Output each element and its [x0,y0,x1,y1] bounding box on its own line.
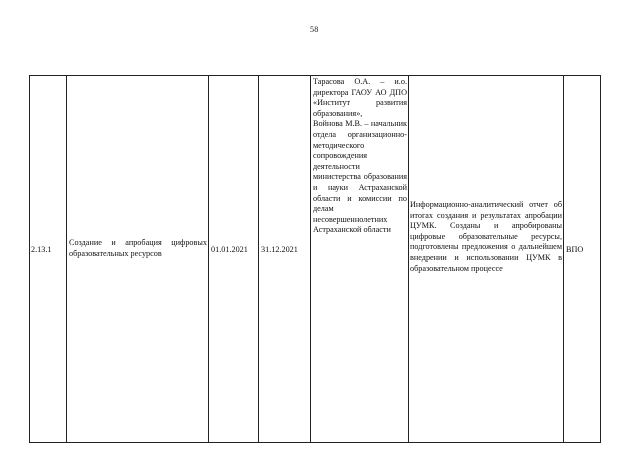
page-number: 58 [310,25,319,34]
start-date: 01.01.2021 [211,245,248,254]
activity-title: Создание и апробация цифровых образовательных ресурсов [69,238,207,258]
column-divider [66,75,67,443]
table-top-border [29,75,601,76]
table-bottom-border [29,442,601,443]
indicator: ВПО [566,245,584,254]
column-divider [258,75,259,443]
end-date: 31.12.2021 [261,245,298,254]
row-number: 2.13.1 [31,245,52,254]
expected-result: Информационно-аналитический отчет об итогах создания и результатах апробации ЦУМК. Созданы и апробированы цифровые образовательные ресурсы, подготовлены предложения о дальнейшем внедрении и использовании ЦУМК в образовательном процессе [410,200,562,273]
column-divider [208,75,209,443]
column-divider [29,75,30,443]
column-divider [408,75,409,443]
responsible-persons: Тарасова О.А. – и.о. директора ГАОУ АО ДПО «Институт развития образования», Войнова М.В. – начальник отдела организационно-методического сопровождения деятельности министерства образования и науки Астраханской области и комиссии по делам несовершеннолетних Астраханской области [313,77,407,235]
column-divider [563,75,564,443]
column-divider [600,75,601,443]
column-divider [310,75,311,443]
plan-table [29,75,601,443]
